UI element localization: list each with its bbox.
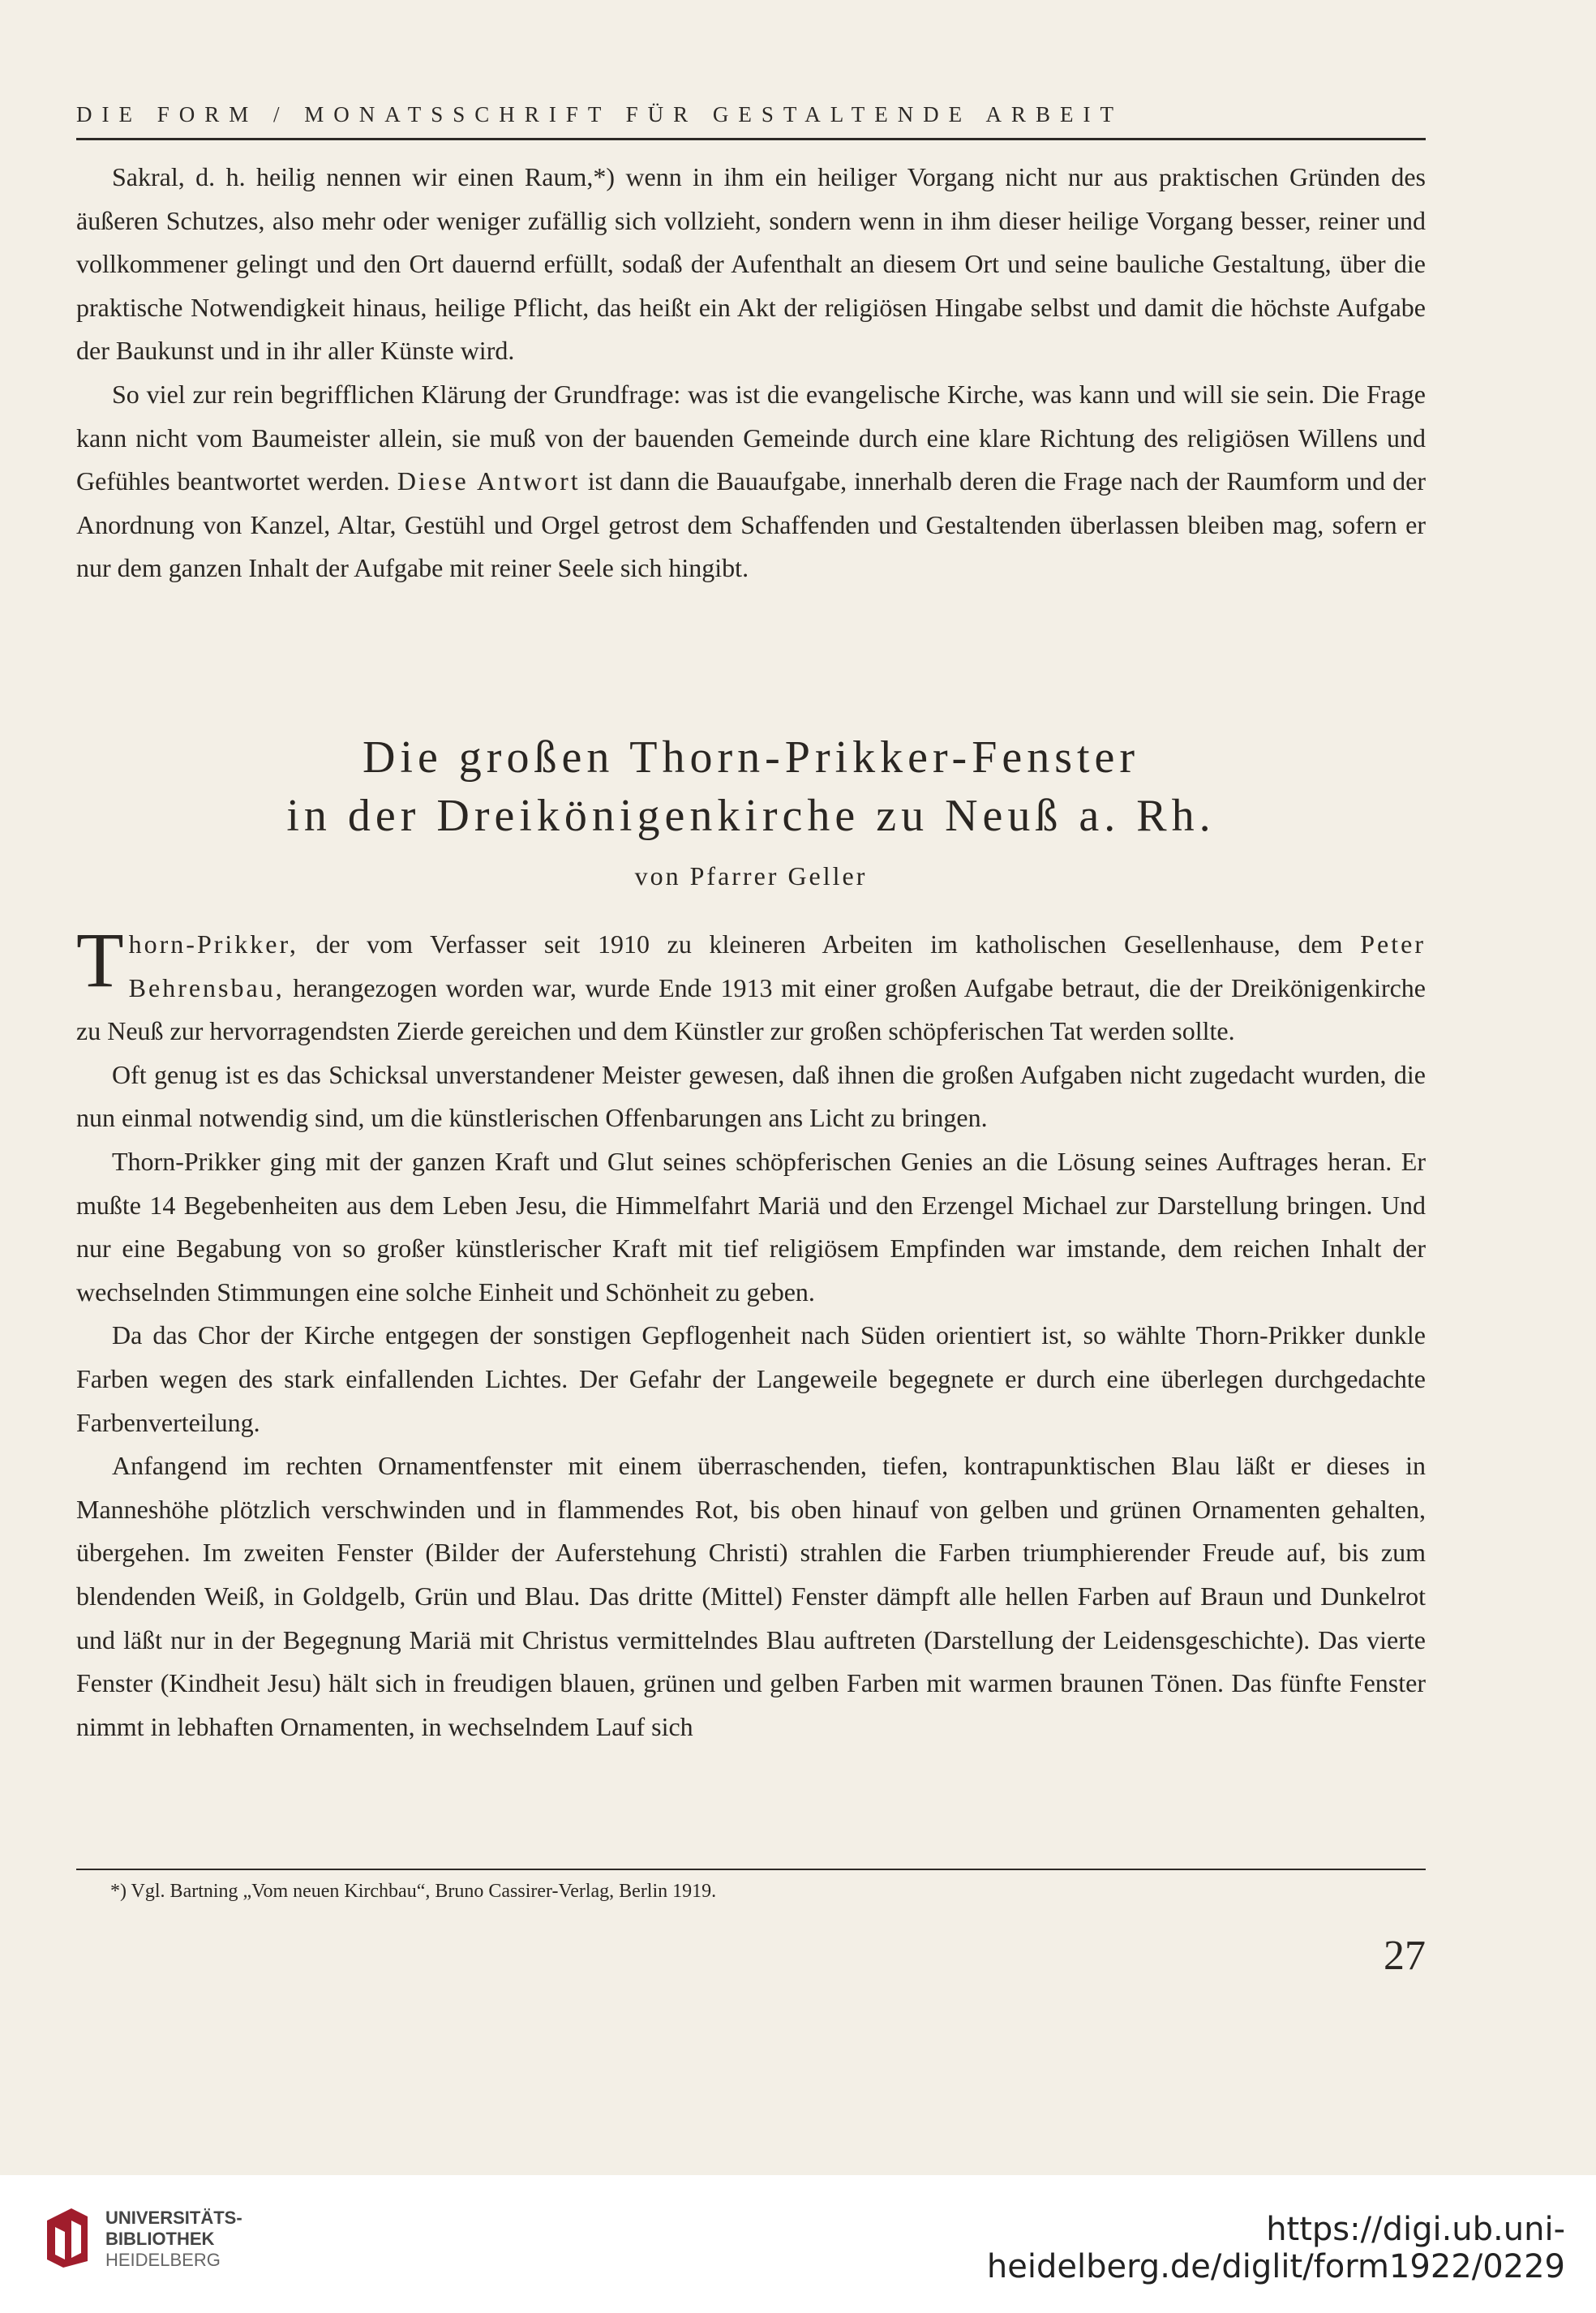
article-paragraph-5: Anfangend im rechten Ornamentfenster mit einem überraschenden, tiefen, kontrapunktischen Blau läßt er dieses in Manneshöhe plötzlich verschwinden und in flammendes Rot, bis oben hinauf von gelben und grünen Ornamenten gehalten, übergehen. Im zweiten Fenster (Bilder der Auferstehung Christi) strahlen die Farben triumphierender Freude auf, bis zum blendenden Weiß, in Goldgelb, Grün und Blau. Das dritte (Mittel) Fenster dämpft alle hellen Farben auf Braun und Dunkelrot und läßt nur in der Begegnung Mariä mit Christus vermittelndes Blau auftreten (Darstellung der Leidensgeschichte). Das vierte Fenster (Kindheit Jesu) hält sich in freudigen blauen, grünen und gelben Farben mit warmen braunen Tönen. Das fünfte Fenster nimmt in lebhaften Ornamenten, in wechselndem Lauf sich <box>76 1451 1426 1741</box>
library-name-line-1: UNIVERSITÄTS- <box>105 2208 242 2228</box>
article-paragraph-3: Thorn-Prikker ging mit der ganzen Kraft und Glut seines schöpferischen Genies an die Lösung seines Auftrages heran. Er mußte 14 Begebenheiten aus dem Leben Jesu, die Himmelfahrt Mariä und den Erzengel Michael zur Darstellung bringen. Und nur eine Begabung von so großer künstlerischer Kraft mit tief religiösem Empfinden war imstande, dem reichen Inhalt der wechselnden Stimmungen eine solche Einheit und Schönheit zu geben. <box>76 1146 1426 1307</box>
library-name <box>105 2208 242 2271</box>
page-number: 27 <box>1384 1933 1426 1979</box>
intro-p2-spaced: Diese Antwort <box>397 466 581 496</box>
intro-paragraph-2 <box>76 373 1426 590</box>
footnote: *) Vgl. Bartning „Vom neuen Kirchbau“, Bruno Cassirer-Verlag, Berlin 1919. <box>110 1881 717 1902</box>
header-rule <box>76 138 1426 140</box>
running-header: DIE FORM / MONATSSCHRIFT FÜR GESTALTENDE ARBEIT <box>76 102 1123 127</box>
article-p1-spaced-b: Peter Behrensbau, <box>128 929 1426 1002</box>
article-byline: von Pfarrer Geller <box>634 861 868 890</box>
footnote-rule <box>76 1869 1426 1870</box>
library-name-line-3: HEIDELBERG <box>105 2250 221 2270</box>
intro-p2-text: So viel zur rein begrifflichen Klärung der Grundfrage: was ist die evangelische Kirche, was kann und will sie sein. Die Frage kann nicht vom Baumeister allein, sie muß von der bauenden Gemeinde durch eine klare Richtung des religiösen Willens und Gefühles beantwortet werden. <box>76 379 1426 496</box>
intro-p2-rest: ist dann die Bauaufgabe, innerhalb deren die Frage nach der Raumform und der Anordnung von Kanzel, Altar, Gestühl und Orgel getrost dem Schaffenden und Gestaltenden überlassen bleiben mag, sofern er nur dem ganzen Inhalt der Aufgabe mit reiner Seele sich hingibt. <box>76 466 1427 583</box>
article-paragraph-4: Da das Chor der Kirche entgegen der sonstigen Gepflogenheit nach Süden orientiert ist, so wählte Thorn-Prikker dunkle Farben wegen des stark einfallenden Lichtes. Der Gefahr der Langeweile begegnete er durch eine überlegen durchgedachte Farbenverteilung. <box>76 1320 1426 1437</box>
intro-paragraph-1: Sakral, d. h. heilig nennen wir einen Raum,*) wenn in ihm ein heiliger Vorgang nicht nur aus praktischen Gründen des äußeren Schutzes, also mehr oder weniger zufällig sich vollzieht, sondern wenn in ihm dieser heilige Vorgang besser, reiner und vollkommener gelingt und den Ort dauernd erfüllt, sodaß der Aufenthalt an diesem Ort und seine bauliche Gestaltung, über die praktische Notwendigkeit hinaus, heilige Pflicht, das heißt ein Akt der religiösen Hingabe selbst und damit die höchste Aufgabe der Baukunst und in ihr aller Künste wird. <box>76 162 1426 366</box>
article-paragraph-1 <box>76 916 1426 1054</box>
library-name-line-2: BIBLIOTHEK <box>105 2229 215 2249</box>
library-logo-icon <box>39 2204 96 2269</box>
article-p1-rest: herangezogen worden war, wurde Ende 1913 mit einer großen Aufgabe betraut, die der Dreikönigenkirche zu Neuß zur hervorragendsten Zierde gereichen und dem Künstler zur großen schöpferischen Tat werden sollte. <box>76 972 1426 1046</box>
drop-cap: T <box>76 916 124 1003</box>
article-paragraph-2: Oft genug ist es das Schicksal unverstandener Meister gewesen, daß ihnen die großen Aufgaben nicht zugedacht wurden, die nun einmal notwendig sind, um die künstlerischen Offenbarungen ans Licht zu bringen. <box>76 1059 1426 1133</box>
intro-text <box>76 156 1426 590</box>
source-url-link[interactable]: https://digi.ub.uni-heidelberg.de/diglit/form1922/0229 <box>986 2211 1565 2285</box>
article-p1-mid: der vom Verfasser seit 1910 zu kleineren Arbeiten im katholischen Gesellenhause, dem <box>298 929 1361 959</box>
article-title-line-1: Die großen Thorn-Prikker-Fenster <box>362 732 1140 783</box>
article-p1-spaced-a: horn-Prikker, <box>128 929 298 959</box>
article-body <box>76 916 1426 1749</box>
article-title-line-2: in der Dreikönigenkirche zu Neuß a. Rh. <box>286 791 1216 841</box>
